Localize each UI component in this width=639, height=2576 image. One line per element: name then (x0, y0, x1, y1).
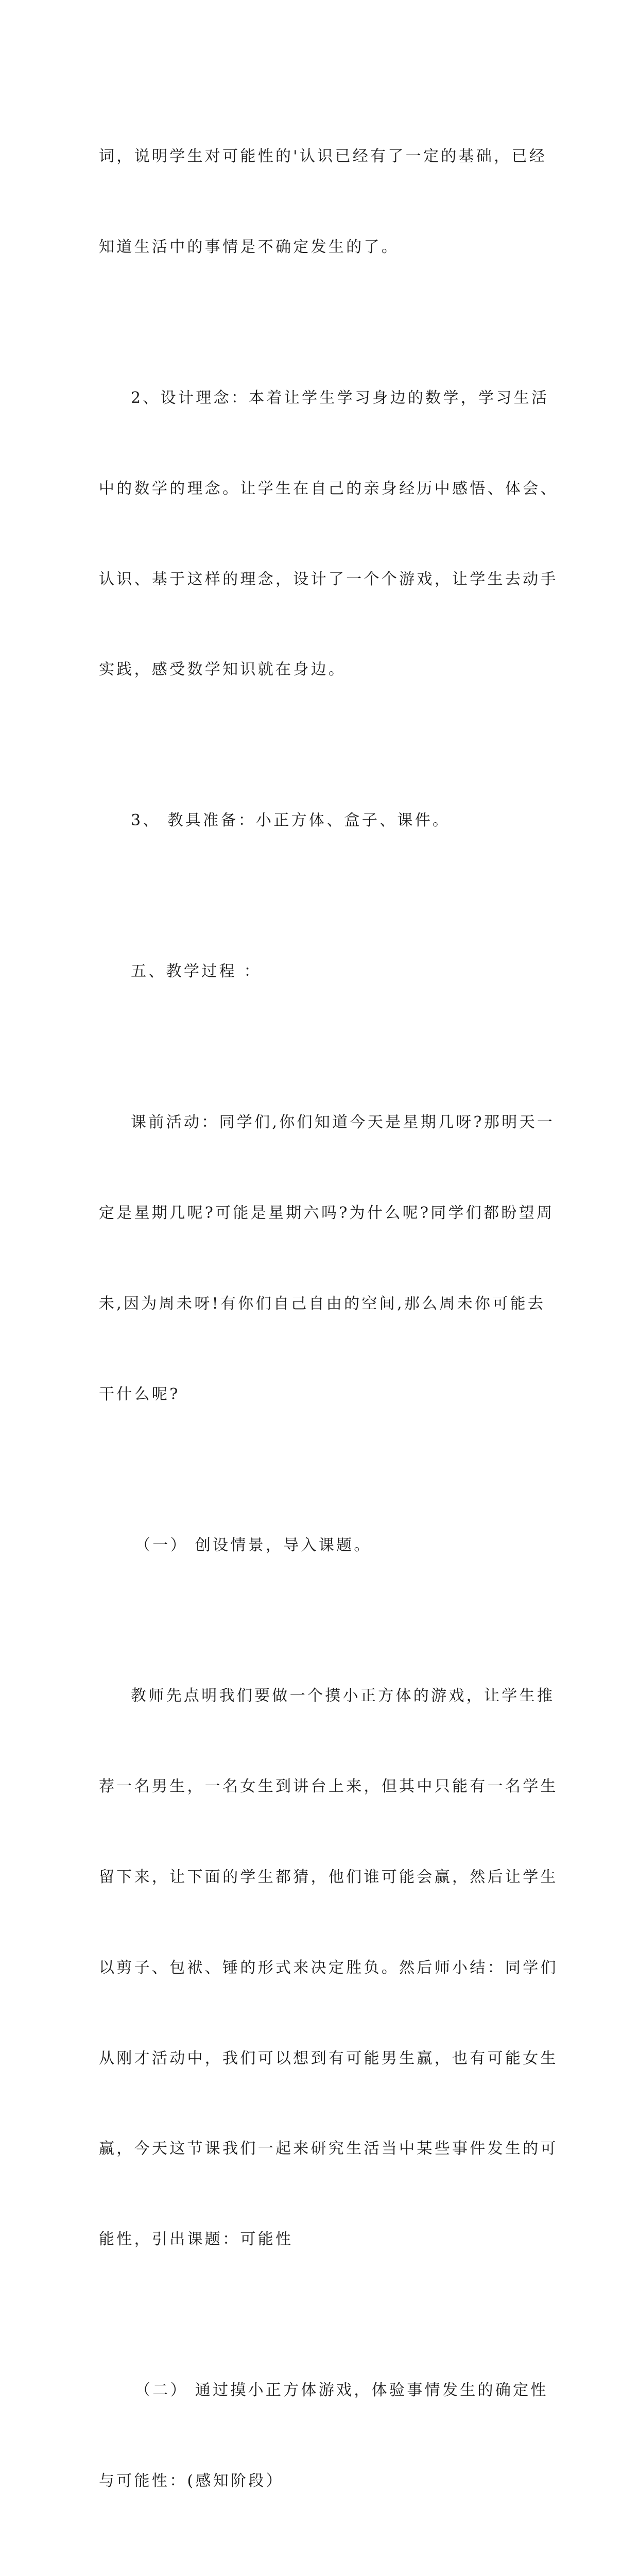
text-line: 从刚才活动中，我们可以想到有可能男生赢，也有可能女生 (99, 2049, 558, 2067)
text-line: 2、设计理念：本着让学生学习身边的数学，学习生活 (131, 388, 549, 407)
text-line: 实践，感受数学知识就在身边。 (99, 660, 347, 679)
paragraph-pre-class-activity (99, 1047, 555, 1470)
paragraph-game-intro (99, 1621, 558, 2315)
text-line: 知道生活中的事情是不确定发生的了。 (99, 238, 400, 256)
text-line: 课前活动：同学们,你们知道今天是星期几呀?那明天一 (131, 1113, 555, 1132)
text-line: （二） 通过摸小正方体游戏，体验事情发生的确定性 (135, 2381, 548, 2400)
document-body (99, 81, 558, 2576)
text-line: 五、教学过程 ： (131, 962, 262, 981)
text-line: 3、 教具准备：小正方体、盒子、课件。 (131, 811, 451, 830)
paragraph-2 (99, 323, 558, 745)
text-line: 与可能性：(感知阶段） (99, 2471, 284, 2490)
section-heading-5 (99, 896, 547, 1047)
text-line: 教师先点明我们要做一个摸小正方体的游戏，让学生推 (131, 1687, 555, 1705)
text-line: 能性，引出课题：可能性 (99, 2230, 293, 2249)
text-line: 留下来，让下面的学生都猜，他们谁可能会赢，然后让学生 (99, 1868, 558, 1887)
text-line: 赢，今天这节课我们一起来研究生活当中某些事件发生的可 (99, 2140, 558, 2158)
text-line: 认识、基于这样的理念，设计了一个个游戏，让学生去动手 (99, 570, 558, 588)
text-line: 定是星期几呢?可能是星期六吗?为什么呢?同学们都盼望周 (99, 1204, 555, 1222)
text-line: 以剪子、包袱、锤的形式来决定胜负。然后师小结：同学们 (99, 1958, 558, 1977)
subsection-heading-1 (99, 1470, 547, 1621)
paragraph-3 (99, 745, 547, 896)
text-line: 词，说明学生对可能性的'认识已经有了一定的基础，已经 (99, 147, 547, 166)
text-line: 中的数学的理念。让学生在自己的亲身经历中感悟、体会、 (99, 479, 558, 498)
text-line: 未,因为周未呀!有你们自己自由的空间,那么周未你可能去 (99, 1294, 546, 1313)
text-line: 干什么呢? (99, 1385, 180, 1403)
paragraph-game-concept (99, 2557, 547, 2576)
subsection-heading-2 (99, 2315, 547, 2557)
text-line: （一） 创设情景，导入课题。 (135, 1536, 372, 1554)
paragraph-1 (99, 81, 547, 323)
text-line: 荐一名男生，一名女生到讲台上来，但其中只能有一名学生 (99, 1777, 558, 1796)
